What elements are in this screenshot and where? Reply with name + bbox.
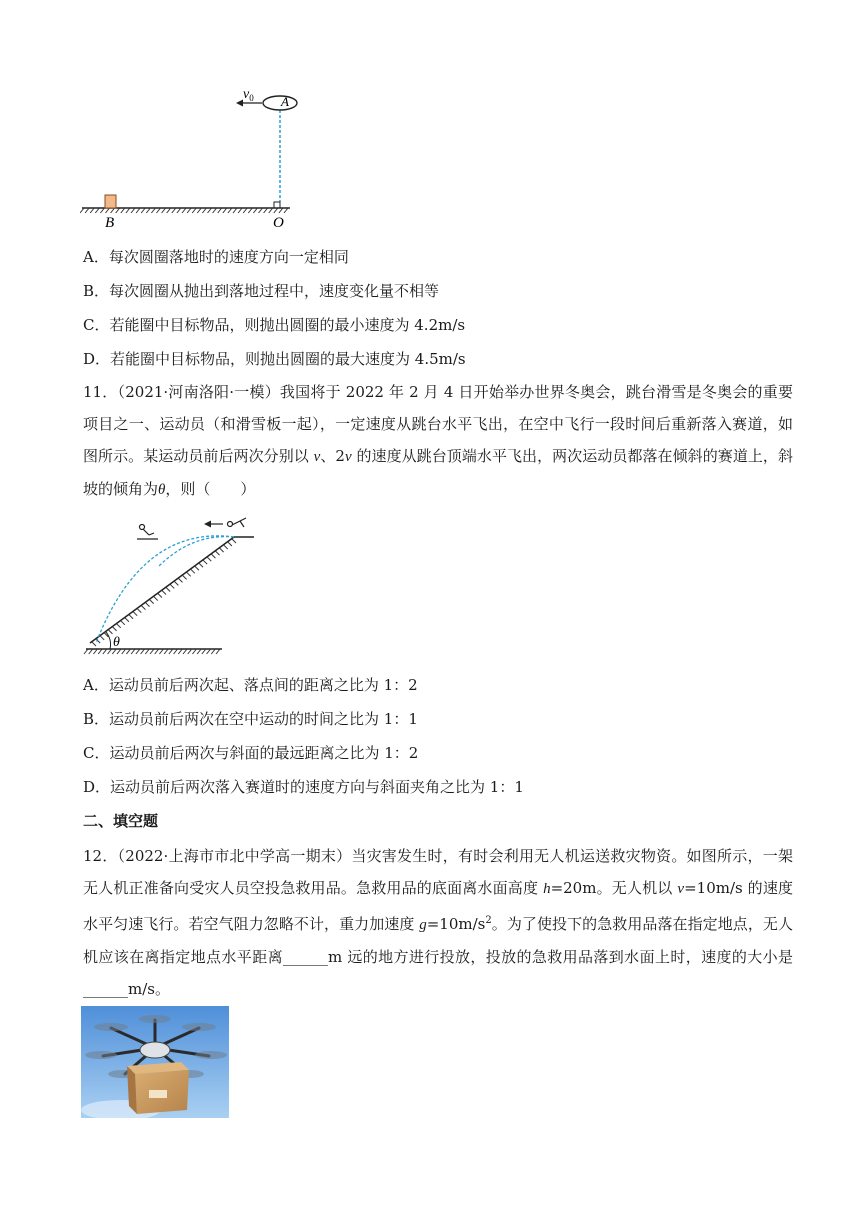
ring-ellipse [263, 96, 297, 110]
q11-option-d: D．运动员前后两次落入赛道时的速度方向与斜面夹角之比为 1：1 [83, 778, 524, 796]
label-B: B [105, 215, 115, 231]
drone-body [140, 1042, 170, 1058]
skier-top-icon [228, 518, 247, 527]
target-object-box [105, 195, 116, 208]
q11-stem: 11．（2021·河南洛阳·一模）我国将于 2022 年 2 月 4 日开始举办世界冬奥会，跳台滑雪是冬奥会的重要项目之一、运动员（和滑雪板一起），一定速度从跳台水平飞出，在空中飞行一段时间后重新落入赛道，如图所示。某运动员前后两次分别以 v、2v 的速度从跳台顶端水平飞出，两次运动员都落在倾斜的赛道上，斜坡的倾角为θ，则（ ） [83, 383, 793, 498]
label-A: A [281, 94, 289, 109]
q11-option-b: B．运动员前后两次在空中运动的时间之比为 1：1 [83, 710, 418, 728]
label-O: O [273, 215, 284, 231]
cardboard-box [127, 1062, 189, 1114]
q10-option-c: C．若能圈中目标物品，则抛出圆圈的最小速度为 4.2m/s [83, 316, 466, 334]
section-title: 二、填空题 [83, 812, 159, 830]
q11-option-c: C．运动员前后两次与斜面的最远距离之比为 1：2 [83, 744, 419, 762]
q10-option-a: A．每次圆圈落地时的速度方向一定相同 [83, 248, 349, 266]
right-angle-mark [274, 202, 280, 208]
q10-option-d: D．若能圈中目标物品，则抛出圆圈的最大速度为 4.5m/s [83, 350, 466, 368]
skier-mid-icon [137, 525, 158, 540]
q10-option-b: B．每次圆圈从抛出到落地过程中，速度变化量不相等 [83, 282, 440, 300]
ground-floor [84, 649, 222, 654]
ski-jump-figure [82, 515, 262, 663]
q11-option-a: A．运动员前后两次起、落点间的距离之比为 1：2 [83, 676, 418, 694]
ring-throw-figure [80, 84, 300, 236]
slope [90, 537, 254, 646]
arrow-left-icon [204, 521, 211, 528]
ground [80, 208, 290, 213]
drone-photo [81, 1006, 229, 1118]
label-v0: $v_0$ [243, 87, 254, 103]
trajectory-inner [158, 537, 234, 567]
q12-stem: 12．（2022·上海市市北中学高一期末）当灾害发生时，有时会利用无人机运送救灾物资。如图所示，一架无人机正准备向受灾人员空投急救用品。急救用品的底面离水面高度 h=20m。无人机以 v=10m/s 的速度水平匀速飞行。若空气阻力忽略不计，重力加速度 $g=10m/s^2$。为了使投下的急救用品落在指定地点，无人机应该在离指定地点水平距离______m 远的地方进行投放，投放的急救用品落到水面上时，速度的大小是______m/s。 [83, 847, 793, 998]
arrow-left-icon [236, 100, 243, 107]
label-theta: θ [113, 635, 120, 650]
